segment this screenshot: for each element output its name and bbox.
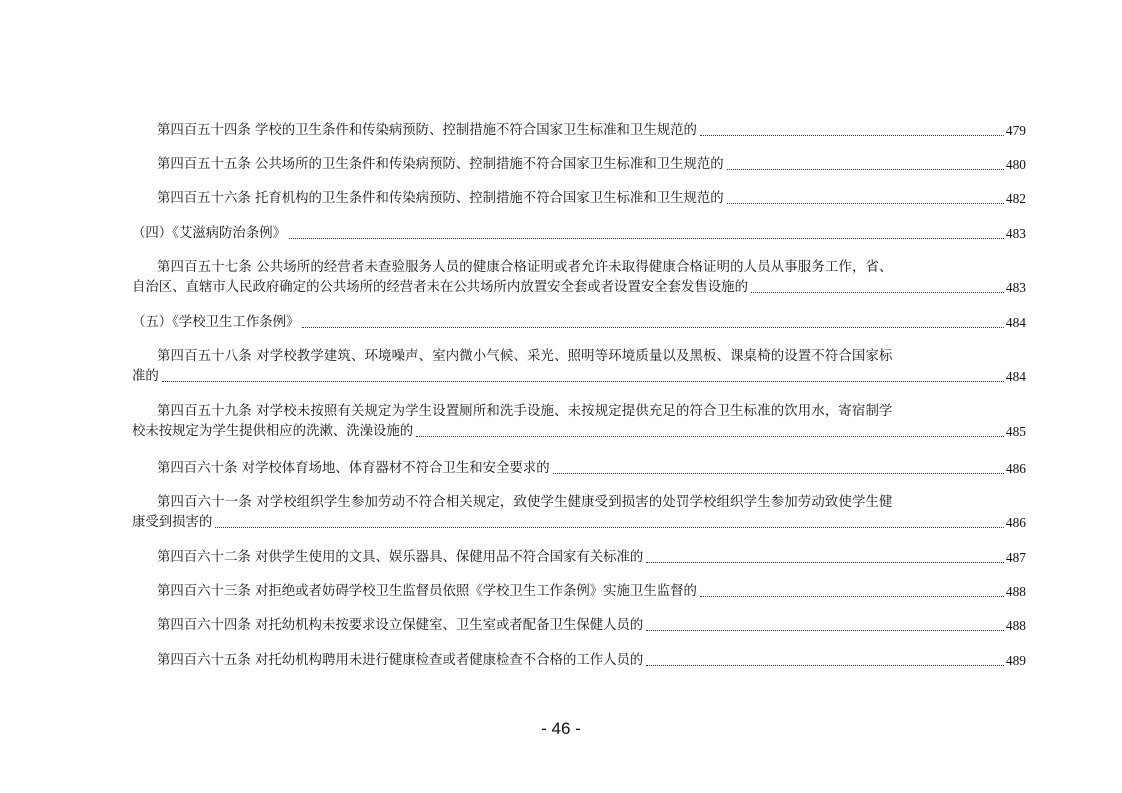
- toc-entry-text: 第四百六十四条 对托幼机构未按要求设立保健室、卫生室或者配备卫生保健人员的: [157, 618, 644, 633]
- dot-leader: [416, 435, 1004, 437]
- toc-entry-465[interactable]: [132, 651, 1026, 671]
- dot-leader: [727, 202, 1004, 204]
- toc-entry-text: 第四百六十三条 对拒绝或者妨碍学校卫生监督员依照《学校卫生工作条例》实施卫生监督的: [157, 584, 697, 599]
- toc-entry-457[interactable]: [132, 258, 1026, 298]
- toc-entry-460[interactable]: [132, 459, 1026, 479]
- toc-page-number: 484: [1005, 315, 1026, 330]
- toc-page-number: 485: [1005, 424, 1026, 439]
- toc-entry-text-line1: 第四百六十一条 对学校组织学生参加劳动不符合相关规定，致使学生健康受到损害的处罚学校组织学生参加劳动致使学生健: [157, 495, 893, 510]
- toc-page-number: 484: [1005, 369, 1026, 384]
- toc-page-number: 489: [1005, 653, 1026, 668]
- toc-page-number: 480: [1005, 157, 1026, 172]
- toc-page-number: 487: [1005, 550, 1026, 565]
- toc-section-4[interactable]: [132, 224, 1026, 244]
- toc-entry-text: 第四百六十二条 对供学生使用的文具、娱乐器具、保健用品不符合国家有关标准的: [157, 550, 644, 565]
- dot-leader: [553, 472, 1004, 474]
- toc-page-number: 483: [1005, 280, 1026, 295]
- toc-entry-text-line2: 准的: [132, 369, 159, 384]
- dot-leader: [727, 168, 1004, 170]
- toc-section-title: （五）《学校卫生工作条例》: [132, 315, 300, 330]
- toc-section-5[interactable]: [132, 313, 1026, 333]
- toc-entry-text: 第四百五十五条 公共场所的卫生条件和传染病预防、控制措施不符合国家卫生标准和卫生规范的: [157, 157, 724, 172]
- toc-section-title: （四）《艾滋病防治条例》: [132, 226, 286, 241]
- toc-entry-text: 第四百五十六条 托育机构的卫生条件和传染病预防、控制措施不符合国家卫生标准和卫生规范的: [157, 191, 724, 206]
- dot-leader: [646, 629, 1004, 631]
- toc-entry-459[interactable]: [132, 402, 1026, 442]
- page-number-footer: - 46 -: [541, 719, 581, 738]
- dot-leader: [646, 561, 1004, 563]
- toc-entry-458[interactable]: [132, 347, 1026, 387]
- dot-leader: [289, 237, 1004, 239]
- toc-entry-456[interactable]: [132, 189, 1026, 209]
- dot-leader: [751, 291, 1004, 293]
- toc-entry-464[interactable]: [132, 616, 1026, 636]
- toc-page-number: 483: [1005, 226, 1026, 241]
- toc-entry-text-line1: 第四百五十七条 公共场所的经营者未查验服务人员的健康合格证明或者允许未取得健康合格证明的人员从事服务工作，省、: [157, 260, 893, 275]
- dot-leader: [302, 326, 1004, 328]
- toc-entry-text-line1: 第四百五十九条 对学校未按照有关规定为学生设置厕所和洗手设施、未按规定提供充足的符合卫生标准的饮用水，寄宿制学: [157, 404, 893, 419]
- dot-leader: [700, 595, 1004, 597]
- dot-leader: [646, 664, 1004, 666]
- toc-entry-461[interactable]: [132, 493, 1026, 533]
- dot-leader: [215, 526, 1004, 528]
- toc-entry-text-line2: 校未按规定为学生提供相应的洗漱、洗澡设施的: [132, 424, 414, 439]
- toc-entry-text: 第四百六十五条 对托幼机构聘用未进行健康检查或者健康检查不合格的工作人员的: [157, 653, 644, 668]
- toc-entry-462[interactable]: [132, 548, 1026, 568]
- toc-entry-text: 第四百六十条 对学校体育场地、体育器材不符合卫生和安全要求的: [157, 461, 550, 476]
- toc-page-number: 482: [1005, 191, 1026, 206]
- dot-leader: [700, 134, 1004, 136]
- toc-entry-text-line1: 第四百五十八条 对学校教学建筑、环境噪声、室内微小气候、采光、照明等环境质量以及黑板、课桌椅的设置不符合国家标: [157, 349, 893, 364]
- toc-page-number: 488: [1005, 584, 1026, 599]
- toc-entry-text-line2: 康受到损害的: [132, 515, 213, 530]
- toc-entry-text: 第四百五十四条 学校的卫生条件和传染病预防、控制措施不符合国家卫生标准和卫生规范的: [157, 123, 697, 138]
- toc-entry-text-line2: 自治区、直辖市人民政府确定的公共场所的经营者未在公共场所内放置安全套或者设置安全套发售设施的: [132, 280, 748, 295]
- toc-page-number: 486: [1005, 461, 1026, 476]
- toc-entry-454[interactable]: [132, 121, 1026, 141]
- toc-page-number: 486: [1005, 515, 1026, 530]
- dot-leader: [162, 380, 1004, 382]
- toc-entry-463[interactable]: [132, 582, 1026, 602]
- toc-page-number: 479: [1005, 123, 1026, 138]
- toc-entry-455[interactable]: [132, 155, 1026, 175]
- toc-page-number: 488: [1005, 618, 1026, 633]
